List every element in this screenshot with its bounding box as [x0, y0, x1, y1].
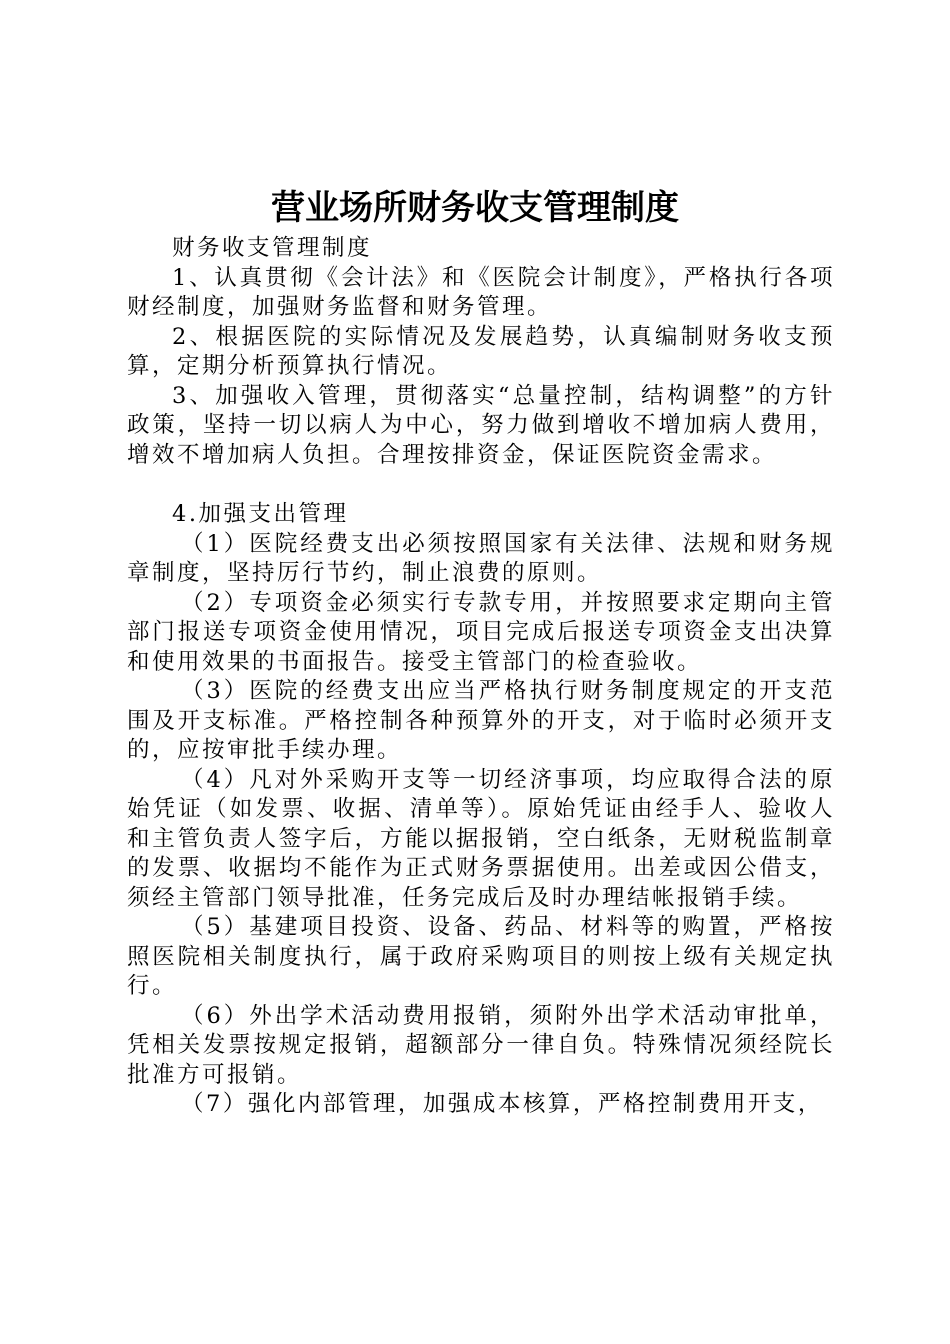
paragraph-subitem-1: （1）医院经费支出必须按照国家有关法律、法规和财务规章制度，坚持厉行节约，制止浪费的原则。: [127, 530, 835, 586]
paragraph-subitem-7: （7）强化内部管理，加强成本核算，严格控制费用开支，: [181, 1091, 823, 1117]
paragraph-item-4-heading: 4.加强支出管理: [172, 501, 349, 527]
paragraph-subitem-6: （6）外出学术活动费用报销，须附外出学术活动审批单，凭相关发票按规定报销，超额部分一律自负。特殊情况须经院长批准方可报销。: [127, 1002, 835, 1088]
paragraph-item-1: 1、认真贯彻《会计法》和《医院会计制度》，严格执行各项财经制度，加强财务监督和财务管理。: [127, 264, 835, 320]
paragraph-subitem-5: （5）基建项目投资、设备、药品、材料等的购置，严格按照医院相关制度执行，属于政府采购项目的则按上级有关规定执行。: [127, 914, 835, 999]
section-heading: 财务收支管理制度: [172, 235, 373, 261]
document-title: 营业场所财务收支管理制度: [271, 188, 679, 228]
paragraph-subitem-2: （2）专项资金必须实行专款专用，并按照要求定期向主管部门报送专项资金使用情况，项目完成后报送专项资金支出决算和使用效果的书面报告。接受主管部门的检查验收。: [127, 589, 835, 675]
paragraph-subitem-3: （3）医院的经费支出应当严格执行财务制度规定的开支范围及开支标准。严格控制各种预算外的开支，对于临时必须开支的，应按审批手续办理。: [127, 678, 835, 763]
paragraph-item-3: 3、加强收入管理，贯彻落实“总量控制，结构调整”的方针政策，坚持一切以病人为中心，努力做到增收不增加病人费用，增效不增加病人负担。合理按排资金，保证医院资金需求。: [127, 382, 835, 468]
paragraph-subitem-4: （4）凡对外采购开支等一切经济事项，均应取得合法的原始凭证（如发票、收据、清单等）。原始凭证由经手人、验收人和主管负责人签字后，方能以据报销，空白纸条，无财税监制章的发票、收据均不能作为正式财务票据使用。出差或因公借支，须经主管部门领导批准，任务完成后及时办理结帐报销手续。: [127, 766, 835, 911]
paragraph-item-2: 2、根据医院的实际情况及发展趋势，认真编制财务收支预算，定期分析预算执行情况。: [127, 323, 835, 379]
document-body: [127, 234, 835, 1120]
